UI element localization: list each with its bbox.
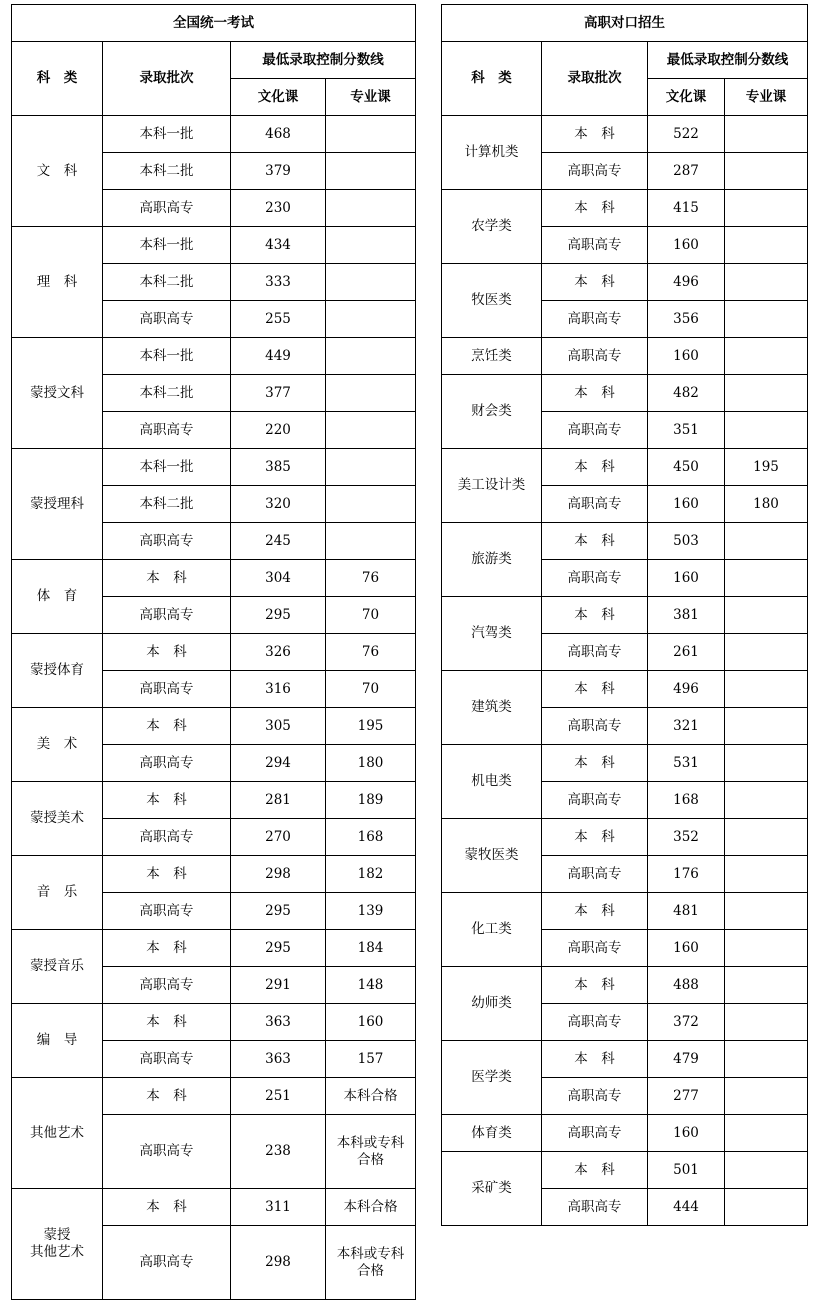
batch-cell: 高职高专 <box>103 671 231 708</box>
header-batch: 录取批次 <box>542 42 648 116</box>
batch-cell: 本 科 <box>103 1004 231 1041</box>
header-min-score: 最低录取控制分数线 <box>231 42 416 79</box>
major-score-cell <box>326 190 416 227</box>
category-cell: 财会类 <box>442 375 542 449</box>
culture-score-cell: 379 <box>231 153 326 190</box>
category-cell: 文 科 <box>12 116 103 227</box>
major-score-cell: 本科合格 <box>326 1189 416 1226</box>
major-score-cell: 160 <box>326 1004 416 1041</box>
major-score-cell <box>326 153 416 190</box>
category-cell: 汽驾类 <box>442 597 542 671</box>
major-score-cell <box>725 671 808 708</box>
table-row <box>12 782 416 819</box>
batch-cell: 本 科 <box>103 930 231 967</box>
major-score-cell: 180 <box>326 745 416 782</box>
table-row <box>442 523 808 560</box>
culture-score-cell: 320 <box>231 486 326 523</box>
batch-cell: 高职高专 <box>103 301 231 338</box>
category-cell: 牧医类 <box>442 264 542 338</box>
batch-cell: 高职高专 <box>542 1115 648 1152</box>
major-score-cell: 195 <box>326 708 416 745</box>
major-score-cell: 189 <box>326 782 416 819</box>
major-score-cell: 70 <box>326 671 416 708</box>
culture-score-cell: 277 <box>648 1078 725 1115</box>
table-row <box>442 116 808 153</box>
major-score-cell <box>725 745 808 782</box>
batch-cell: 高职高专 <box>103 819 231 856</box>
batch-cell: 高职高专 <box>542 486 648 523</box>
culture-score-cell: 176 <box>648 856 725 893</box>
table-row <box>442 449 808 486</box>
major-score-cell <box>725 967 808 1004</box>
batch-cell: 本科二批 <box>103 153 231 190</box>
batch-cell: 高职高专 <box>542 930 648 967</box>
culture-score-cell: 305 <box>231 708 326 745</box>
major-score-cell <box>725 782 808 819</box>
major-score-cell <box>725 227 808 264</box>
category-cell: 医学类 <box>442 1041 542 1115</box>
major-score-cell: 76 <box>326 634 416 671</box>
national-exam-table <box>11 4 416 1300</box>
culture-score-cell: 245 <box>231 523 326 560</box>
culture-score-cell: 160 <box>648 227 725 264</box>
culture-score-cell: 352 <box>648 819 725 856</box>
table-row <box>442 967 808 1004</box>
batch-cell: 高职高专 <box>103 1115 231 1189</box>
batch-cell: 本 科 <box>542 449 648 486</box>
batch-cell: 本 科 <box>542 671 648 708</box>
culture-score-cell: 220 <box>231 412 326 449</box>
category-cell: 美工设计类 <box>442 449 542 523</box>
batch-cell: 本 科 <box>542 893 648 930</box>
culture-score-cell: 238 <box>231 1115 326 1189</box>
culture-score-cell: 531 <box>648 745 725 782</box>
culture-score-cell: 168 <box>648 782 725 819</box>
category-cell: 旅游类 <box>442 523 542 597</box>
table-row <box>12 708 416 745</box>
table-row <box>442 1115 808 1152</box>
major-score-cell <box>725 634 808 671</box>
header-category: 科 类 <box>12 42 103 116</box>
culture-score-cell: 496 <box>648 671 725 708</box>
culture-score-cell: 304 <box>231 560 326 597</box>
category-cell: 其他艺术 <box>12 1078 103 1189</box>
culture-score-cell: 434 <box>231 227 326 264</box>
major-score-cell <box>326 449 416 486</box>
table-row <box>12 634 416 671</box>
major-score-cell <box>725 560 808 597</box>
table-row <box>442 1152 808 1189</box>
culture-score-cell: 160 <box>648 338 725 375</box>
batch-cell: 本 科 <box>542 745 648 782</box>
batch-cell: 高职高专 <box>542 301 648 338</box>
culture-score-cell: 377 <box>231 375 326 412</box>
major-score-cell <box>725 375 808 412</box>
batch-cell: 本 科 <box>542 523 648 560</box>
batch-cell: 本 科 <box>103 708 231 745</box>
culture-score-cell: 415 <box>648 190 725 227</box>
major-score-cell <box>725 1115 808 1152</box>
culture-score-cell: 270 <box>231 819 326 856</box>
culture-score-cell: 295 <box>231 893 326 930</box>
batch-cell: 高职高专 <box>542 227 648 264</box>
major-score-cell: 76 <box>326 560 416 597</box>
header-batch: 录取批次 <box>103 42 231 116</box>
table-row <box>442 190 808 227</box>
table-row <box>12 930 416 967</box>
batch-cell: 高职高专 <box>542 856 648 893</box>
table-row <box>442 1041 808 1078</box>
batch-cell: 高职高专 <box>103 1226 231 1300</box>
major-score-cell <box>326 338 416 375</box>
culture-score-cell: 326 <box>231 634 326 671</box>
category-cell: 蒙授理科 <box>12 449 103 560</box>
major-score-cell: 148 <box>326 967 416 1004</box>
culture-score-cell: 381 <box>648 597 725 634</box>
major-score-cell <box>725 930 808 967</box>
major-score-cell <box>725 523 808 560</box>
major-score-cell <box>725 153 808 190</box>
header-major: 专业课 <box>326 79 416 116</box>
culture-score-cell: 351 <box>648 412 725 449</box>
batch-cell: 高职高专 <box>103 1041 231 1078</box>
major-score-cell <box>326 301 416 338</box>
major-score-cell <box>725 893 808 930</box>
major-score-cell: 本科或专科 合格 <box>326 1115 416 1189</box>
batch-cell: 高职高专 <box>542 1189 648 1226</box>
major-score-cell <box>725 190 808 227</box>
major-score-cell <box>725 708 808 745</box>
table-row <box>12 227 416 264</box>
major-score-cell <box>326 375 416 412</box>
batch-cell: 本 科 <box>103 1078 231 1115</box>
culture-score-cell: 316 <box>231 671 326 708</box>
major-score-cell <box>326 412 416 449</box>
batch-cell: 高职高专 <box>542 1078 648 1115</box>
batch-cell: 本 科 <box>103 634 231 671</box>
culture-score-cell: 295 <box>231 930 326 967</box>
category-cell: 幼师类 <box>442 967 542 1041</box>
culture-score-cell: 450 <box>648 449 725 486</box>
batch-cell: 本科二批 <box>103 264 231 301</box>
culture-score-cell: 372 <box>648 1004 725 1041</box>
batch-cell: 本 科 <box>103 782 231 819</box>
major-score-cell <box>725 1078 808 1115</box>
culture-score-cell: 298 <box>231 856 326 893</box>
culture-score-cell: 261 <box>648 634 725 671</box>
table-row <box>12 338 416 375</box>
major-score-cell: 本科合格 <box>326 1078 416 1115</box>
major-score-cell: 182 <box>326 856 416 893</box>
major-score-cell: 157 <box>326 1041 416 1078</box>
table-title: 全国统一考试 <box>12 5 416 42</box>
culture-score-cell: 291 <box>231 967 326 1004</box>
table-row <box>442 819 808 856</box>
category-cell: 体育类 <box>442 1115 542 1152</box>
header-min-score: 最低录取控制分数线 <box>648 42 808 79</box>
major-score-cell <box>326 523 416 560</box>
culture-score-cell: 321 <box>648 708 725 745</box>
batch-cell: 本 科 <box>542 1152 648 1189</box>
batch-cell: 高职高专 <box>542 412 648 449</box>
culture-score-cell: 479 <box>648 1041 725 1078</box>
batch-cell: 高职高专 <box>542 634 648 671</box>
culture-score-cell: 333 <box>231 264 326 301</box>
major-score-cell <box>725 1004 808 1041</box>
culture-score-cell: 255 <box>231 301 326 338</box>
table-row <box>442 671 808 708</box>
batch-cell: 本 科 <box>542 819 648 856</box>
table-title: 高职对口招生 <box>442 5 808 42</box>
category-cell: 蒙授音乐 <box>12 930 103 1004</box>
major-score-cell <box>725 264 808 301</box>
culture-score-cell: 230 <box>231 190 326 227</box>
batch-cell: 高职高专 <box>542 560 648 597</box>
national-exam-table-body <box>12 5 416 1300</box>
category-cell: 计算机类 <box>442 116 542 190</box>
culture-score-cell: 160 <box>648 560 725 597</box>
major-score-cell <box>725 116 808 153</box>
major-score-cell: 本科或专科 合格 <box>326 1226 416 1300</box>
culture-score-cell: 356 <box>648 301 725 338</box>
vocational-admission-table <box>441 4 808 1226</box>
culture-score-cell: 501 <box>648 1152 725 1189</box>
batch-cell: 高职高专 <box>103 190 231 227</box>
category-cell: 烹饪类 <box>442 338 542 375</box>
major-score-cell <box>326 486 416 523</box>
major-score-cell <box>725 856 808 893</box>
major-score-cell <box>326 116 416 153</box>
category-cell: 采矿类 <box>442 1152 542 1226</box>
major-score-cell: 184 <box>326 930 416 967</box>
header-culture: 文化课 <box>648 79 725 116</box>
table-row <box>12 116 416 153</box>
category-cell: 机电类 <box>442 745 542 819</box>
batch-cell: 高职高专 <box>103 597 231 634</box>
batch-cell: 高职高专 <box>542 708 648 745</box>
culture-score-cell: 160 <box>648 1115 725 1152</box>
culture-score-cell: 503 <box>648 523 725 560</box>
table-row <box>442 745 808 782</box>
batch-cell: 本科二批 <box>103 375 231 412</box>
header-category: 科 类 <box>442 42 542 116</box>
batch-cell: 高职高专 <box>542 782 648 819</box>
batch-cell: 高职高专 <box>542 153 648 190</box>
major-score-cell <box>326 264 416 301</box>
culture-score-cell: 363 <box>231 1041 326 1078</box>
batch-cell: 本科一批 <box>103 227 231 264</box>
batch-cell: 本 科 <box>542 597 648 634</box>
batch-cell: 高职高专 <box>103 523 231 560</box>
major-score-cell <box>725 1041 808 1078</box>
header-culture: 文化课 <box>231 79 326 116</box>
batch-cell: 高职高专 <box>542 1004 648 1041</box>
culture-score-cell: 281 <box>231 782 326 819</box>
category-cell: 编 导 <box>12 1004 103 1078</box>
culture-score-cell: 482 <box>648 375 725 412</box>
culture-score-cell: 468 <box>231 116 326 153</box>
major-score-cell: 180 <box>725 486 808 523</box>
culture-score-cell: 311 <box>231 1189 326 1226</box>
batch-cell: 本 科 <box>103 856 231 893</box>
table-row <box>12 560 416 597</box>
batch-cell: 本 科 <box>542 190 648 227</box>
major-score-cell <box>725 597 808 634</box>
batch-cell: 本科一批 <box>103 116 231 153</box>
batch-cell: 高职高专 <box>103 412 231 449</box>
batch-cell: 本 科 <box>542 116 648 153</box>
table-row <box>442 597 808 634</box>
major-score-cell: 168 <box>326 819 416 856</box>
major-score-cell: 195 <box>725 449 808 486</box>
table-row <box>12 1189 416 1226</box>
category-cell: 蒙授 其他艺术 <box>12 1189 103 1300</box>
culture-score-cell: 444 <box>648 1189 725 1226</box>
culture-score-cell: 294 <box>231 745 326 782</box>
batch-cell: 本 科 <box>542 1041 648 1078</box>
batch-cell: 高职高专 <box>103 745 231 782</box>
category-cell: 蒙牧医类 <box>442 819 542 893</box>
culture-score-cell: 295 <box>231 597 326 634</box>
batch-cell: 本 科 <box>542 264 648 301</box>
category-cell: 理 科 <box>12 227 103 338</box>
major-score-cell <box>326 227 416 264</box>
category-cell: 体 育 <box>12 560 103 634</box>
culture-score-cell: 287 <box>648 153 725 190</box>
category-cell: 美 术 <box>12 708 103 782</box>
batch-cell: 高职高专 <box>103 967 231 1004</box>
culture-score-cell: 160 <box>648 486 725 523</box>
table-row <box>12 449 416 486</box>
culture-score-cell: 496 <box>648 264 725 301</box>
table-row <box>12 856 416 893</box>
culture-score-cell: 298 <box>231 1226 326 1300</box>
batch-cell: 本科一批 <box>103 338 231 375</box>
major-score-cell <box>725 1189 808 1226</box>
batch-cell: 本科二批 <box>103 486 231 523</box>
category-cell: 化工类 <box>442 893 542 967</box>
batch-cell: 本 科 <box>542 967 648 1004</box>
table-row <box>442 338 808 375</box>
culture-score-cell: 481 <box>648 893 725 930</box>
major-score-cell: 139 <box>326 893 416 930</box>
category-cell: 蒙授文科 <box>12 338 103 449</box>
batch-cell: 本 科 <box>103 560 231 597</box>
culture-score-cell: 522 <box>648 116 725 153</box>
major-score-cell <box>725 338 808 375</box>
culture-score-cell: 385 <box>231 449 326 486</box>
batch-cell: 本 科 <box>103 1189 231 1226</box>
culture-score-cell: 160 <box>648 930 725 967</box>
table-row <box>442 375 808 412</box>
major-score-cell <box>725 301 808 338</box>
culture-score-cell: 363 <box>231 1004 326 1041</box>
major-score-cell <box>725 819 808 856</box>
culture-score-cell: 488 <box>648 967 725 1004</box>
category-cell: 农学类 <box>442 190 542 264</box>
table-row <box>12 1004 416 1041</box>
batch-cell: 本科一批 <box>103 449 231 486</box>
category-cell: 蒙授体育 <box>12 634 103 708</box>
table-row <box>442 264 808 301</box>
vocational-admission-table-body <box>442 5 808 1226</box>
header-major: 专业课 <box>725 79 808 116</box>
table-row <box>442 893 808 930</box>
category-cell: 建筑类 <box>442 671 542 745</box>
culture-score-cell: 449 <box>231 338 326 375</box>
major-score-cell <box>725 1152 808 1189</box>
batch-cell: 高职高专 <box>103 893 231 930</box>
batch-cell: 高职高专 <box>542 338 648 375</box>
culture-score-cell: 251 <box>231 1078 326 1115</box>
category-cell: 蒙授美术 <box>12 782 103 856</box>
table-row <box>12 1078 416 1115</box>
major-score-cell <box>725 412 808 449</box>
category-cell: 音 乐 <box>12 856 103 930</box>
batch-cell: 本 科 <box>542 375 648 412</box>
major-score-cell: 70 <box>326 597 416 634</box>
